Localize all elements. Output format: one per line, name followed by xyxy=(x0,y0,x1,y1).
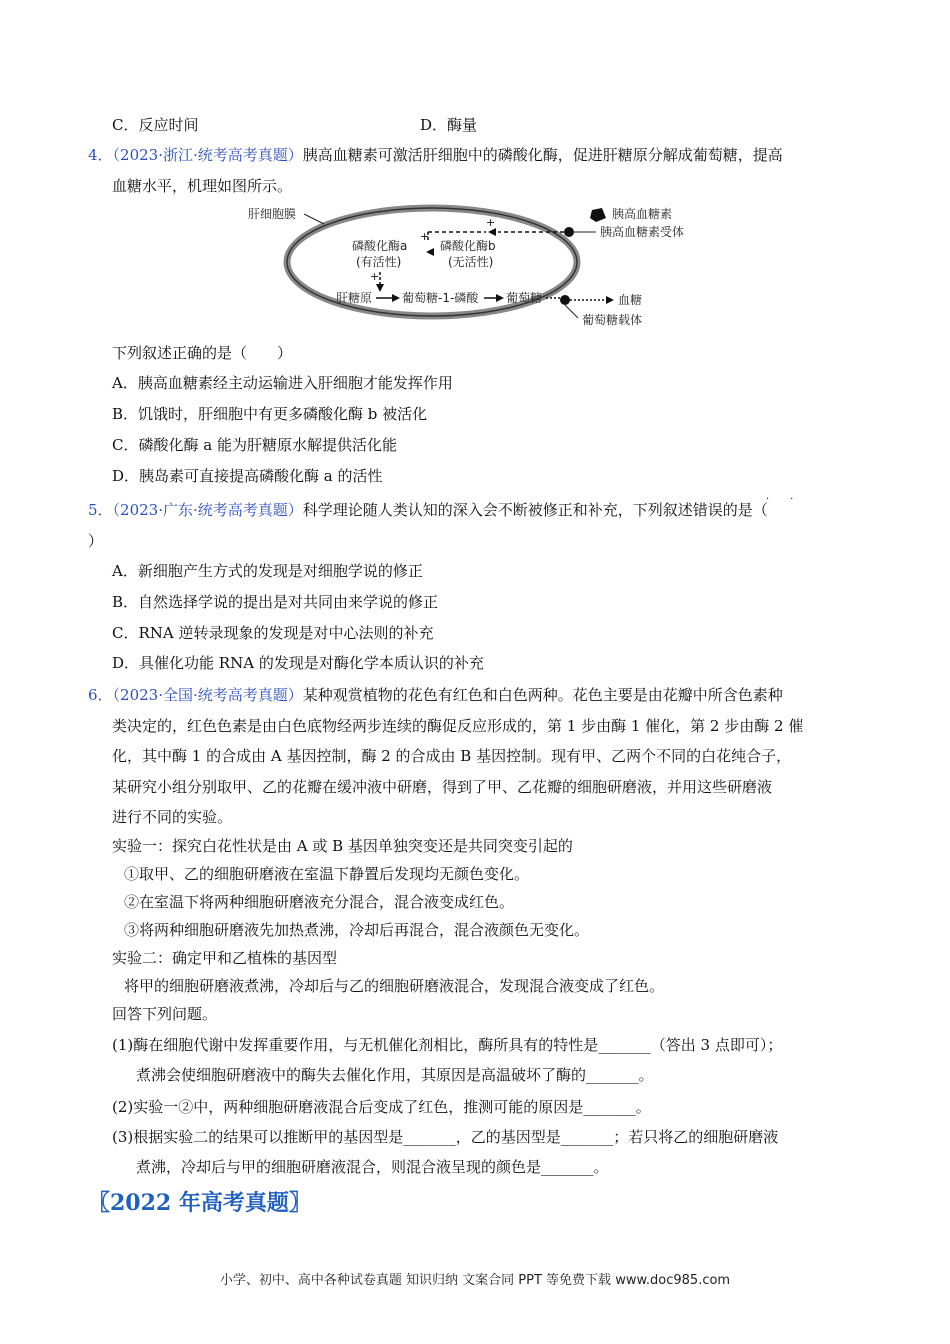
question-4-prompt: 下列叙述正确的是（ ） xyxy=(112,344,293,362)
glucagon-icon xyxy=(590,208,606,222)
q6-experiment-2-text: 将甲的细胞研磨液煮沸，冷却后与乙的细胞研磨液混合，发现混合液变成了红色。 xyxy=(124,977,665,995)
q4-option-d: D．胰岛素可直接提高磷酸化酶 a 的活性 xyxy=(112,467,383,485)
label-glucose: 葡萄糖 xyxy=(506,291,543,305)
question-text: 胰高血糖素可激活肝细胞中的磷酸化酶，促进肝糖原分解成葡萄糖，提高 xyxy=(302,146,783,164)
glucagon-mechanism-figure xyxy=(240,196,720,334)
question-5-stem-cont: ） xyxy=(88,532,104,550)
question-4-stem xyxy=(88,144,783,166)
q6-step-3: ③将两种细胞研磨液先加热煮沸，冷却后再混合，混合液颜色无变化。 xyxy=(124,921,590,939)
question-text: 某种观赏植物的花色有红色和白色两种。花色主要是由花瓣中所含色素种 xyxy=(302,686,783,704)
label-glucagon-receptor: 胰高血糖素受体 xyxy=(600,225,685,239)
q6-line: 类决定的，红色色素是由白色底物经两步连续的酶促反应形成的，第 1 步由酶 1 催化，第 2 步由酶 2 催 xyxy=(112,717,804,735)
label-enzyme-b: 磷酸化酶b xyxy=(440,239,496,253)
q4-option-a: A．胰高血糖素经主动运输进入肝细胞才能发挥作用 xyxy=(112,374,453,392)
emphasized-word: 错误 xyxy=(692,501,723,519)
q6-line: 进行不同的实验。 xyxy=(112,808,233,826)
svg-text:+: + xyxy=(370,270,380,283)
q6-step-2: ②在室温下将两种细胞研磨液充分混合，混合液变成红色。 xyxy=(124,893,515,911)
q6-experiment-1: 实验一：探究白花性状是由 A 或 B 基因单独突变还是共同突变引起的 xyxy=(112,837,573,855)
q6-experiment-2: 实验二：确定甲和乙植株的基因型 xyxy=(112,949,338,967)
label-blood-glucose: 血糖 xyxy=(618,293,643,307)
label-glucagon: 胰高血糖素 xyxy=(612,207,673,221)
label-glycogen: 肝糖原 xyxy=(336,291,373,305)
question-5-stem xyxy=(88,499,768,521)
q6-answer-prompt: 回答下列问题。 xyxy=(112,1005,218,1023)
label-enzyme-a-state: (有活性) xyxy=(356,255,402,269)
q5-option-d: D．具催化功能 RNA 的发现是对酶化学本质认识的补充 xyxy=(112,654,484,672)
question-number: 6． xyxy=(88,686,113,704)
page-footer: 小学、初中、高中各种试卷真题 知识归纳 文案合同 PPT 等免费下载 www.doc985.com xyxy=(219,1273,731,1288)
q6-subquestion-3-cont: 煮沸，冷却后与甲的细胞研磨液混合，则混合液呈现的颜色是_______。 xyxy=(136,1158,609,1176)
label-g1p: 葡萄糖-1-磷酸 xyxy=(402,291,479,305)
question-source: （2023·浙江·统考高考真题） xyxy=(112,146,303,164)
question-4-stem-cont: 血糖水平，机理如图所示。 xyxy=(112,177,293,195)
plus-sign: + xyxy=(486,216,496,229)
label-glucose-carrier: 葡萄糖载体 xyxy=(582,313,643,327)
question-number: 5． xyxy=(88,501,113,519)
label-enzyme-b-state: (无活性) xyxy=(448,255,494,269)
question-text-end: 的是（ xyxy=(722,501,768,519)
option-c: C．反应时间 xyxy=(112,116,199,134)
question-text: 科学理论随人类认知的深入会不断被修正和补充，下列叙述 xyxy=(302,501,693,519)
q5-option-a: A．新细胞产生方式的发现是对细胞学说的修正 xyxy=(112,562,423,580)
q6-subquestion-1: (1)酶在细胞代谢中发挥重要作用，与无机催化剂相比，酶所具有的特性是_______（答出 3 点即可）； xyxy=(112,1036,783,1054)
q5-option-b: B．自然选择学说的提出是对共同由来学说的修正 xyxy=(112,593,439,611)
option-d: D．酶量 xyxy=(420,116,478,134)
q6-line: 化，其中酶 1 的合成由 A 基因控制，酶 2 的合成由 B 基因控制。现有甲、乙两个不同的白花纯合子， xyxy=(112,747,792,765)
q6-subquestion-2: (2)实验一②中，两种细胞研磨液混合后变成了红色，推测可能的原因是_______。 xyxy=(112,1098,651,1116)
q6-step-1: ①取甲、乙的细胞研磨液在室温下静置后发现均无颜色变化。 xyxy=(124,865,530,883)
question-source: （2023·广东·统考高考真题） xyxy=(112,501,303,519)
section-title: 〖2022 年高考真题〗 xyxy=(88,1190,311,1216)
carrier-dot xyxy=(560,295,570,305)
question-source: （2023·全国·统考高考真题） xyxy=(112,686,303,704)
q6-subquestion-1-cont: 煮沸会使细胞研磨液中的酶失去催化作用，其原因是高温破坏了酶的_______。 xyxy=(136,1066,654,1084)
q6-subquestion-3: (3)根据实验二的结果可以推断甲的基因型是_______，乙的基因型是_______；若只将乙的细胞研磨液 xyxy=(112,1128,779,1146)
emphasis-dots: · · xyxy=(766,494,804,505)
question-6-stem xyxy=(88,684,783,706)
q5-option-c: C．RNA 逆转录现象的发现是对中心法则的补充 xyxy=(112,624,434,642)
plus-sign-2: + xyxy=(420,230,430,243)
label-enzyme-a: 磷酸化酶a xyxy=(352,239,408,253)
question-number: 4． xyxy=(88,146,113,164)
receptor-dot xyxy=(564,227,574,237)
q4-option-b: B．饥饿时，肝细胞中有更多磷酸化酶 b 被活化 xyxy=(112,405,428,423)
q4-option-c: C．磷酸化酶 a 能为肝糖原水解提供活化能 xyxy=(112,436,397,454)
label-liver-membrane: 肝细胞膜 xyxy=(248,207,297,221)
q6-line: 某研究小组分别取甲、乙的花瓣在缓冲液中研磨，得到了甲、乙花瓣的细胞研磨液，并用这些研磨液 xyxy=(112,778,773,796)
